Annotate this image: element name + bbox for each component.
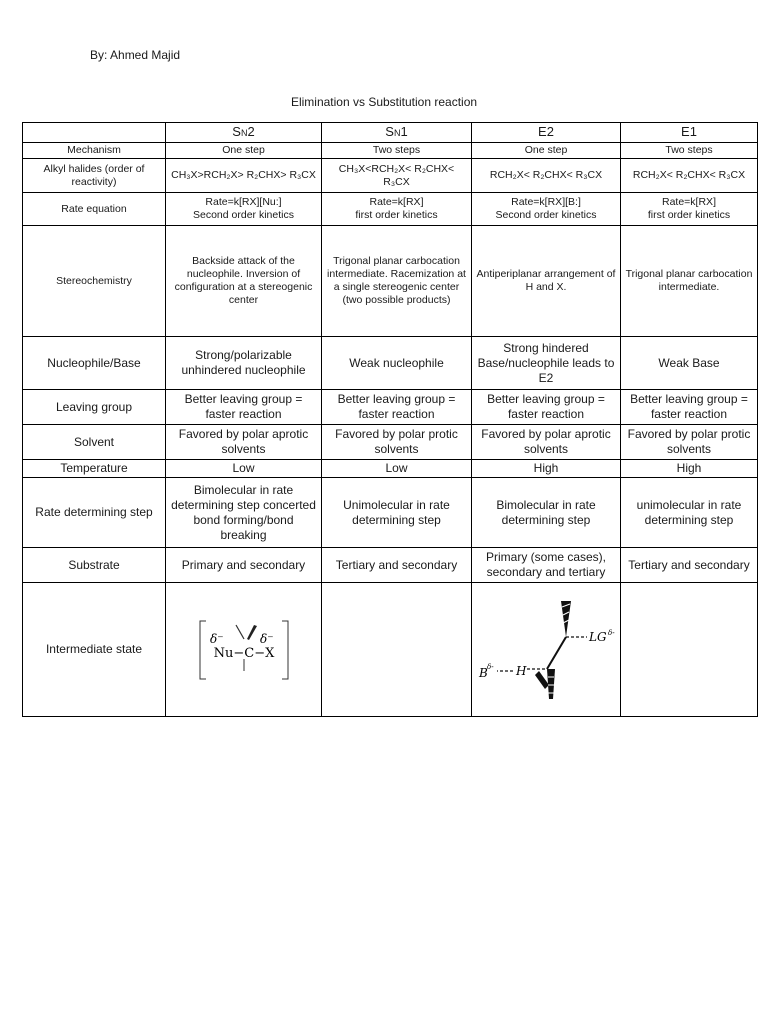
cell: CH₃X<RCH₂X< R₂CHX< R₃CX [322,159,472,193]
bond-line [236,625,244,639]
row-stereochemistry [23,226,758,337]
cell: Favored by polar aprotic solvents [472,425,621,460]
row-mechanism [23,143,758,159]
cell: Better leaving group = faster reaction [166,390,322,425]
rate-eq: Rate=k[RX][Nu:] [205,196,282,208]
cell: Strong/polarizable unhindered nucleophile [166,337,322,390]
cell: Low [322,460,472,478]
row-label: Mechanism [23,143,166,159]
cell [322,193,472,226]
row-label: Rate determining step [23,478,166,548]
cell: CH₃X>RCH₂X> R₂CHX> R₃CX [166,159,322,193]
header-sn2: SN2 [166,123,322,143]
cell: Better leaving group = faster reaction [621,390,758,425]
cell [166,193,322,226]
cell: Two steps [322,143,472,159]
cell: One step [472,143,621,159]
header-e2: E2 [472,123,621,143]
delta-right: δ⁻ [259,631,274,646]
cell: Better leaving group = faster reaction [472,390,621,425]
cell: Strong hindered Base/nucleophile leads to E2 [472,337,621,390]
row-label: Solvent [23,425,166,460]
kinetics-order: Second order kinetics [193,209,294,222]
cell: Low [166,460,322,478]
hydrogen-label: H [516,663,527,678]
cell: Weak nucleophile [322,337,472,390]
cell: Two steps [621,143,758,159]
cell: RCH₂X< R₂CHX< R₃CX [621,159,758,193]
cell: Favored by polar aprotic solvents [166,425,322,460]
cell: Primary (some cases), secondary and tertiary [472,548,621,583]
cell: Primary and secondary [166,548,322,583]
cell: unimolecular in rate determining step [621,478,758,548]
row-label: Substrate [23,548,166,583]
leaving-group-label: LG [589,629,607,644]
cell: Trigonal planar carbocation intermediate. [621,226,758,337]
row-label: Alkyl halides (order of reactivity) [23,159,166,193]
row-alkyl-halides [23,159,758,193]
header-e1: E1 [621,123,758,143]
cell: Unimolecular in rate determining step [322,478,472,548]
cell: Antiperiplanar arrangement of H and X. [472,226,621,337]
cell-sn2-diagram [166,583,322,717]
row-label: Nucleophile/Base [23,337,166,390]
sn2-formula: Nu−C−X [213,645,274,661]
cell: Tertiary and secondary [322,548,472,583]
cell-empty [621,583,758,717]
header-corner [23,123,166,143]
wedge-lower-left [535,671,549,689]
cell: High [472,460,621,478]
row-label: Leaving group [23,390,166,425]
author-line: By: Ahmed Majid [90,48,181,62]
kinetics-order: first order kinetics [647,209,731,222]
wedge-bond [247,625,257,640]
row-label: Temperature [23,460,166,478]
cell-e2-diagram [472,583,621,717]
carbon-carbon-bond [547,637,566,669]
kinetics-order: Second order kinetics [495,209,597,222]
row-rate-equation [23,193,758,226]
cell-empty [322,583,472,717]
right-bracket [282,621,288,679]
kinetics-order: first order kinetics [355,209,438,222]
wedge-bottom [547,669,555,699]
cell: Favored by polar protic solvents [621,425,758,460]
row-label: Intermediate state [23,583,166,717]
document-title: Elimination vs Substitution reaction [290,95,478,109]
header-row [23,123,758,143]
row-substrate [23,548,758,583]
header-sn1: SN1 [322,123,472,143]
cell [472,193,621,226]
rate-eq: Rate=k[RX][B:] [511,196,581,208]
row-nucleophile-base [23,337,758,390]
cell: Better leaving group = faster reaction [322,390,472,425]
cell: Bimolecular in rate determining step [472,478,621,548]
base-partial-charge: δ- [487,662,494,671]
row-solvent [23,425,758,460]
cell: Bimolecular in rate determining step concerted bond forming/bond breaking [166,478,322,548]
cell: One step [166,143,322,159]
delta-left: δ⁻ [209,631,224,646]
cell: Tertiary and secondary [621,548,758,583]
sn2-transition-state-diagram [194,615,294,685]
row-temperature [23,460,758,478]
row-label: Stereochemistry [23,226,166,337]
cell [621,193,758,226]
e2-transition-state-diagram [475,595,620,705]
rate-eq: Rate=k[RX] [662,196,716,208]
row-leaving-group [23,390,758,425]
base-label: B [479,665,488,680]
row-intermediate-state [23,583,758,717]
cell: Trigonal planar carbocation intermediate. Racemization at a single stereogenic center (two possible products) [322,226,472,337]
comparison-table [22,122,758,717]
row-rate-determining-step [23,478,758,548]
lg-partial-charge: δ- [608,628,615,637]
cell: Weak Base [621,337,758,390]
rate-eq: Rate=k[RX] [369,196,424,208]
cell: High [621,460,758,478]
row-label: Rate equation [23,193,166,226]
cell: Favored by polar protic solvents [322,425,472,460]
cell: Backside attack of the nucleophile. Inversion of configuration at a stereogenic center [166,226,322,337]
cell: RCH₂X< R₂CHX< R₃CX [472,159,621,193]
left-bracket [200,621,206,679]
